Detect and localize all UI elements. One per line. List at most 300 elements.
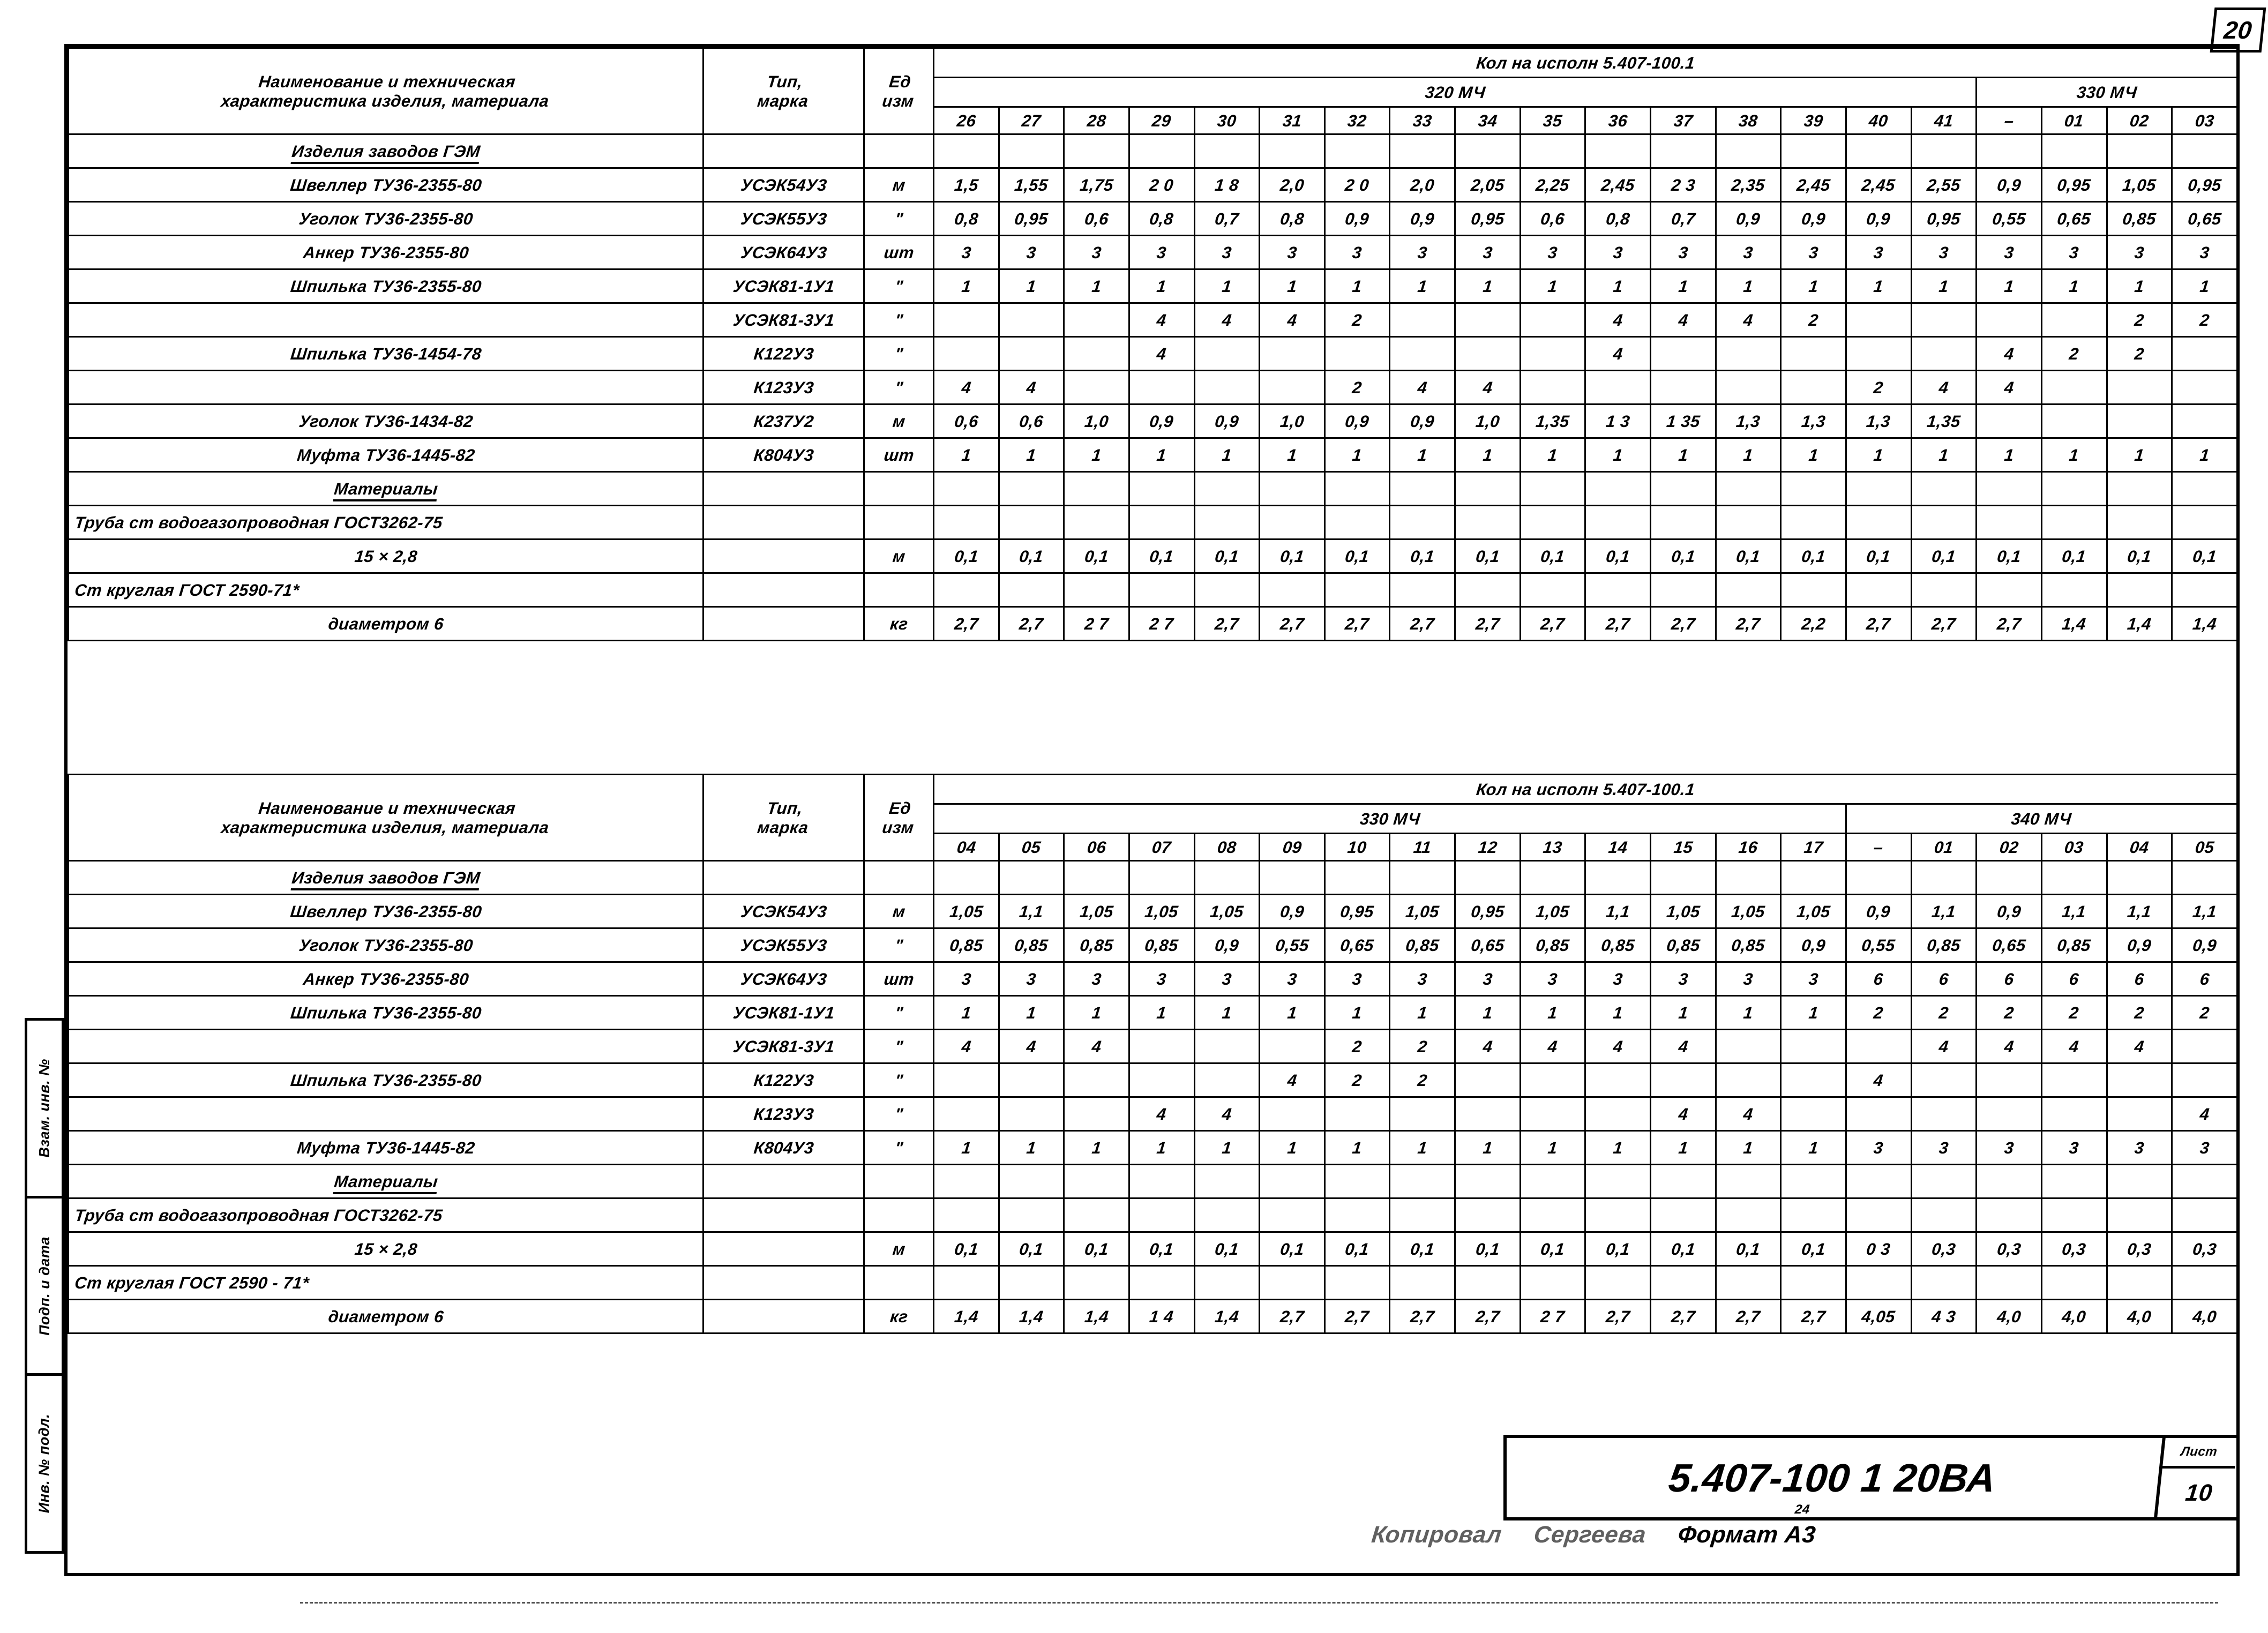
col-number: 07: [1128, 834, 1196, 861]
row-value: [1844, 1266, 1913, 1300]
empty-cell: [1194, 134, 1260, 168]
row-value: [1257, 371, 1326, 404]
col-number: 26: [932, 107, 1000, 134]
section-label-products: Изделия заводов ГЭМ: [66, 861, 705, 895]
row-value: 1: [1518, 438, 1587, 472]
row-value: 0,8: [1584, 202, 1652, 236]
row-value: 1 4: [1127, 1300, 1196, 1334]
col-number: 40: [1845, 107, 1913, 134]
empty-cell: [2041, 861, 2107, 895]
row-value: 0,65: [1453, 928, 1522, 962]
empty-cell: [999, 472, 1064, 506]
row-name: [66, 1030, 705, 1063]
row-value: 1,4: [2105, 607, 2174, 641]
row-value: [1779, 1266, 1848, 1300]
col-number: 01: [1910, 834, 1978, 861]
row-value: 2,7: [1323, 1300, 1391, 1334]
row-value: 4: [1910, 371, 1978, 404]
row-value: 0,85: [1127, 928, 1196, 962]
row-value: 2: [1388, 1063, 1457, 1097]
row-value: [1062, 573, 1131, 607]
row-value: 2,25: [1518, 168, 1587, 202]
row-value: [1062, 1097, 1131, 1131]
row-value: [1974, 303, 2043, 337]
row-value: 0,1: [997, 540, 1066, 573]
row-value: 0,95: [1323, 895, 1391, 928]
row-value: 1,05: [1714, 895, 1783, 928]
row-value: [932, 1063, 1000, 1097]
row-value: [1127, 506, 1196, 540]
row-value: 1,05: [1518, 895, 1587, 928]
col-number: 33: [1388, 107, 1456, 134]
row-value: 4: [1062, 1030, 1131, 1063]
row-value: 0,1: [1323, 1232, 1391, 1266]
row-value: 1,4: [2040, 607, 2108, 641]
empty-cell: [999, 134, 1064, 168]
row-value: 4: [1974, 337, 2043, 371]
row-value: 4: [997, 1030, 1066, 1063]
table-row: [69, 1232, 2237, 1266]
empty-cell: [1129, 472, 1194, 506]
row-value: 4: [1649, 1030, 1717, 1063]
row-value: [1910, 303, 1978, 337]
col-number: 03: [2170, 107, 2239, 134]
row-value: [1062, 371, 1131, 404]
col-number: 34: [1454, 107, 1522, 134]
row-value: 0,85: [2040, 928, 2108, 962]
row-value: 0,85: [1518, 928, 1587, 962]
row-value: 3: [932, 962, 1000, 996]
row-value: 1 3: [1584, 404, 1652, 438]
row-unit: ": [862, 1030, 935, 1063]
table-row: [69, 202, 2237, 236]
row-value: [2170, 1266, 2239, 1300]
row-value: [1518, 371, 1587, 404]
row-value: 2,45: [1779, 168, 1848, 202]
row-value: [1193, 1063, 1261, 1097]
row-name: Швеллер ТУ36-2355-80: [66, 168, 705, 202]
row-value: [2040, 506, 2108, 540]
col-number: 41: [1910, 107, 1978, 134]
row-value: 0,1: [1127, 1232, 1196, 1266]
row-value: 3: [1127, 962, 1196, 996]
row-unit: ": [862, 1063, 935, 1097]
row-value: 0,1: [1779, 540, 1848, 573]
row-value: 3: [1193, 962, 1261, 996]
row-value: [1779, 1198, 1848, 1232]
row-value: 1,35: [1518, 404, 1587, 438]
row-value: [1453, 337, 1522, 371]
row-value: 1: [1127, 438, 1196, 472]
empty-cell: [1520, 1165, 1585, 1198]
row-value: 2,7: [1388, 1300, 1457, 1334]
row-value: 0,6: [932, 404, 1000, 438]
row-value: [1584, 506, 1652, 540]
row-value: 1: [1649, 996, 1717, 1030]
row-value: 1: [1257, 996, 1326, 1030]
col-number: 02: [2105, 107, 2173, 134]
row-value: 1: [1453, 269, 1522, 303]
row-value: 4: [1257, 303, 1326, 337]
row-value: 2: [1323, 1063, 1391, 1097]
row-value: 0,1: [1974, 540, 2043, 573]
row-value: [1910, 1097, 1978, 1131]
row-value: 0,6: [1518, 202, 1587, 236]
row-value: 1: [1844, 438, 1913, 472]
empty-cell: [703, 134, 864, 168]
col-number: 04: [932, 834, 1000, 861]
col-number: 02: [1975, 834, 2043, 861]
row-type-marka: К123У3: [701, 1097, 866, 1131]
row-value: [1714, 1063, 1783, 1097]
empty-cell: [934, 472, 999, 506]
row-value: 0,1: [1518, 540, 1587, 573]
row-value: 0,9: [1323, 202, 1391, 236]
col-number: 01: [2040, 107, 2108, 134]
row-unit: ": [862, 269, 935, 303]
row-name: Шпилька ТУ36-2355-80: [66, 269, 705, 303]
col-group-label: 330 МЧ: [1975, 78, 2239, 107]
row-value: 1: [1714, 438, 1783, 472]
row-value: [2040, 404, 2108, 438]
table-row: [69, 573, 2237, 607]
row-value: 4: [1127, 337, 1196, 371]
empty-cell: [1781, 861, 1846, 895]
row-value: 0,85: [1910, 928, 1978, 962]
col-number: 06: [1062, 834, 1131, 861]
row-unit: ": [862, 371, 935, 404]
row-value: [2040, 1198, 2108, 1232]
empty-cell: [1390, 1165, 1455, 1198]
row-value: 0,1: [1388, 1232, 1457, 1266]
row-value: 0,9: [1974, 168, 2043, 202]
row-value: [1257, 1266, 1326, 1300]
row-value: [1974, 404, 2043, 438]
row-value: [1453, 506, 1522, 540]
row-value: 0,3: [2040, 1232, 2108, 1266]
row-value: 4: [1127, 1097, 1196, 1131]
empty-cell: [1651, 134, 1716, 168]
empty-cell: [1129, 134, 1194, 168]
row-value: [2040, 303, 2108, 337]
empty-cell: [1716, 1165, 1781, 1198]
format-label: Формат А3: [1676, 1522, 1817, 1548]
row-value: 1: [1323, 438, 1391, 472]
row-value: 2: [2040, 996, 2108, 1030]
col-number: 08: [1193, 834, 1261, 861]
row-value: 0,1: [2105, 540, 2174, 573]
section-label-materials: Материалы: [66, 1165, 705, 1198]
row-value: 1,0: [1257, 404, 1326, 438]
section-label-materials: Материалы: [66, 472, 705, 506]
table-row: [69, 371, 2237, 404]
row-value: 2,7: [1584, 1300, 1652, 1334]
row-value: 1,1: [2105, 895, 2174, 928]
row-value: [997, 303, 1066, 337]
row-value: 0 3: [1844, 1232, 1913, 1266]
row-value: [1193, 1266, 1261, 1300]
row-value: 1,55: [997, 168, 1066, 202]
row-name: 15 × 2,8: [66, 1232, 705, 1266]
col-header-qty-title: Кол на исполн 5.407-100.1: [932, 775, 2239, 804]
row-name: Анкер ТУ36-2355-80: [66, 962, 705, 996]
table-row: [69, 607, 2237, 641]
row-value: [1518, 573, 1587, 607]
row-value: 2,7: [1779, 1300, 1848, 1334]
row-value: [932, 506, 1000, 540]
row-value: 0,65: [1974, 928, 2043, 962]
row-value: [1974, 1097, 2043, 1131]
row-name: Шпилька ТУ36-2355-80: [66, 1063, 705, 1097]
specification-table: [68, 47, 2238, 641]
row-value: 4: [1193, 303, 1261, 337]
row-value: 0,8: [932, 202, 1000, 236]
row-value: 1: [1257, 269, 1326, 303]
row-value: 1,0: [1453, 404, 1522, 438]
row-value: 2,7: [932, 607, 1000, 641]
row-value: 0,95: [2170, 168, 2239, 202]
row-value: [1453, 1063, 1522, 1097]
row-value: 4: [1714, 303, 1783, 337]
row-value: [997, 573, 1066, 607]
empty-cell: [2041, 472, 2107, 506]
row-value: 1: [997, 438, 1066, 472]
row-value: 0,9: [1844, 895, 1913, 928]
row-value: [2040, 573, 2108, 607]
row-unit: шт: [862, 962, 935, 996]
empty-cell: [999, 1165, 1064, 1198]
row-value: [1388, 1198, 1457, 1232]
row-value: 3: [1453, 962, 1522, 996]
row-value: [1649, 1063, 1717, 1097]
row-value: 1: [1974, 438, 2043, 472]
row-value: 1 35: [1649, 404, 1717, 438]
row-type-marka: [701, 1198, 866, 1232]
row-value: 3: [1193, 236, 1261, 269]
page-number: 20: [2210, 8, 2266, 53]
row-value: 1: [1127, 269, 1196, 303]
empty-cell: [1977, 472, 2042, 506]
row-value: [2040, 1063, 2108, 1097]
row-value: 4: [1388, 371, 1457, 404]
col-number: 30: [1193, 107, 1261, 134]
col-number: 05: [997, 834, 1065, 861]
empty-cell: [1911, 472, 1977, 506]
row-value: 1 8: [1193, 168, 1261, 202]
row-unit: кг: [862, 1300, 935, 1334]
row-value: 0,1: [1844, 540, 1913, 573]
row-value: 1: [2105, 438, 2174, 472]
row-value: 1: [1388, 438, 1457, 472]
row-value: 0,1: [932, 540, 1000, 573]
row-value: [1518, 506, 1587, 540]
empty-cell: [999, 861, 1064, 895]
row-value: 4,0: [2105, 1300, 2174, 1334]
row-value: 0,9: [2105, 928, 2174, 962]
row-value: 2 7: [1062, 607, 1131, 641]
row-value: [1127, 1030, 1196, 1063]
row-value: 1,05: [1062, 895, 1131, 928]
row-value: [1714, 1198, 1783, 1232]
empty-cell: [2172, 861, 2237, 895]
row-value: 1: [1453, 438, 1522, 472]
footer: [1370, 1502, 2175, 1548]
row-value: 3: [2170, 1131, 2239, 1165]
row-value: 4: [1453, 371, 1522, 404]
empty-cell: [1716, 134, 1781, 168]
empty-cell: [1977, 1165, 2042, 1198]
empty-cell: [1390, 134, 1455, 168]
row-value: 2,0: [1388, 168, 1457, 202]
col-number: 38: [1715, 107, 1783, 134]
empty-cell: [1846, 861, 1911, 895]
row-value: [932, 573, 1000, 607]
row-value: [1584, 1063, 1652, 1097]
empty-cell: [1911, 1165, 1977, 1198]
row-value: 1: [1649, 438, 1717, 472]
row-value: 0,1: [1257, 1232, 1326, 1266]
row-value: 0,3: [1974, 1232, 2043, 1266]
table-row: [69, 236, 2237, 269]
row-value: [1974, 506, 2043, 540]
row-value: [1974, 1266, 2043, 1300]
row-type-marka: К123У3: [701, 371, 866, 404]
row-value: [2105, 1198, 2174, 1232]
row-value: 4: [1649, 1097, 1717, 1131]
row-value: 3: [1649, 962, 1717, 996]
empty-cell: [1585, 861, 1651, 895]
col-number: 15: [1649, 834, 1717, 861]
empty-cell: [1911, 134, 1977, 168]
row-value: [1323, 1198, 1391, 1232]
row-type-marka: [701, 506, 866, 540]
row-value: 3: [1844, 236, 1913, 269]
row-value: 1: [1062, 996, 1131, 1030]
row-name: [66, 303, 705, 337]
row-value: [1323, 506, 1391, 540]
col-number: 37: [1649, 107, 1717, 134]
col-number: 29: [1128, 107, 1196, 134]
empty-cell: [934, 134, 999, 168]
row-value: 0,1: [1584, 1232, 1652, 1266]
row-value: 0,7: [1649, 202, 1717, 236]
empty-cell: [2041, 134, 2107, 168]
row-value: 4: [1649, 303, 1717, 337]
row-value: [997, 337, 1066, 371]
row-value: 3: [1127, 236, 1196, 269]
row-type-marka: [701, 607, 866, 641]
row-value: [1649, 506, 1717, 540]
row-value: 4: [1518, 1030, 1587, 1063]
row-type-marka: [701, 1300, 866, 1334]
row-value: 0,55: [1844, 928, 1913, 962]
row-value: 1: [1714, 269, 1783, 303]
row-value: 0,95: [1453, 895, 1522, 928]
empty-cell: [1651, 1165, 1716, 1198]
row-value: 2,7: [997, 607, 1066, 641]
row-type-marka: УСЭК64У3: [701, 962, 866, 996]
row-value: 1: [1323, 1131, 1391, 1165]
row-value: 1: [997, 269, 1066, 303]
row-value: [1257, 573, 1326, 607]
row-value: [1714, 1030, 1783, 1063]
row-type-marka: УСЭК81-3У1: [701, 303, 866, 337]
empty-cell: [1194, 1165, 1260, 1198]
row-value: 4: [1584, 337, 1652, 371]
row-value: [1584, 573, 1652, 607]
row-value: [1257, 1198, 1326, 1232]
row-value: 1,5: [932, 168, 1000, 202]
row-value: [1453, 303, 1522, 337]
row-value: 3: [1910, 1131, 1978, 1165]
row-type-marka: УСЭК54У3: [701, 168, 866, 202]
row-value: 4 3: [1910, 1300, 1978, 1334]
row-value: [1062, 337, 1131, 371]
row-value: [1779, 1030, 1848, 1063]
row-value: 1,4: [1062, 1300, 1131, 1334]
empty-cell: [1585, 134, 1651, 168]
row-value: 2,7: [1844, 607, 1913, 641]
row-value: [1127, 371, 1196, 404]
row-value: 0,3: [2105, 1232, 2174, 1266]
row-type-marka: [701, 1266, 866, 1300]
row-value: [1388, 506, 1457, 540]
row-value: 0,9: [1257, 895, 1326, 928]
row-value: 6: [1844, 962, 1913, 996]
row-value: 2,7: [1714, 1300, 1783, 1334]
sheet-number-box: [2161, 1438, 2236, 1517]
row-value: 2,05: [1453, 168, 1522, 202]
row-unit: ": [862, 303, 935, 337]
row-value: 1: [2170, 269, 2239, 303]
row-value: 2: [1323, 1030, 1391, 1063]
row-value: 0,1: [997, 1232, 1066, 1266]
row-value: [1518, 337, 1587, 371]
empty-cell: [864, 861, 934, 895]
row-value: 2,7: [1257, 1300, 1326, 1334]
row-type-marka: УСЭК81-3У1: [701, 1030, 866, 1063]
col-number: 04: [2105, 834, 2173, 861]
empty-cell: [934, 861, 999, 895]
row-value: 1: [1974, 269, 2043, 303]
row-value: 0,1: [1584, 540, 1652, 573]
row-value: 2: [1844, 371, 1913, 404]
row-value: 1,4: [932, 1300, 1000, 1334]
row-value: 1,05: [1193, 895, 1261, 928]
table-row: [69, 1063, 2237, 1097]
row-value: 1: [1388, 269, 1457, 303]
row-type-marka: УСЭК81-1У1: [701, 269, 866, 303]
row-value: 1: [1453, 996, 1522, 1030]
col-number: 39: [1779, 107, 1847, 134]
row-name: Муфта ТУ36-1445-82: [66, 1131, 705, 1165]
empty-cell: [1260, 472, 1325, 506]
empty-cell: [703, 472, 864, 506]
row-value: 1,1: [1584, 895, 1652, 928]
row-value: 3: [1584, 236, 1652, 269]
empty-cell: [2041, 1165, 2107, 1198]
row-value: 3: [1649, 236, 1717, 269]
row-value: 1: [1518, 1131, 1587, 1165]
row-value: 1,1: [997, 895, 1066, 928]
row-value: 2,7: [1910, 607, 1978, 641]
row-value: [2105, 1063, 2174, 1097]
row-value: [1323, 1097, 1391, 1131]
row-value: 1,3: [1844, 404, 1913, 438]
row-unit: ": [862, 337, 935, 371]
small-mark: 24: [1794, 1502, 1811, 1517]
row-value: [1584, 1266, 1652, 1300]
